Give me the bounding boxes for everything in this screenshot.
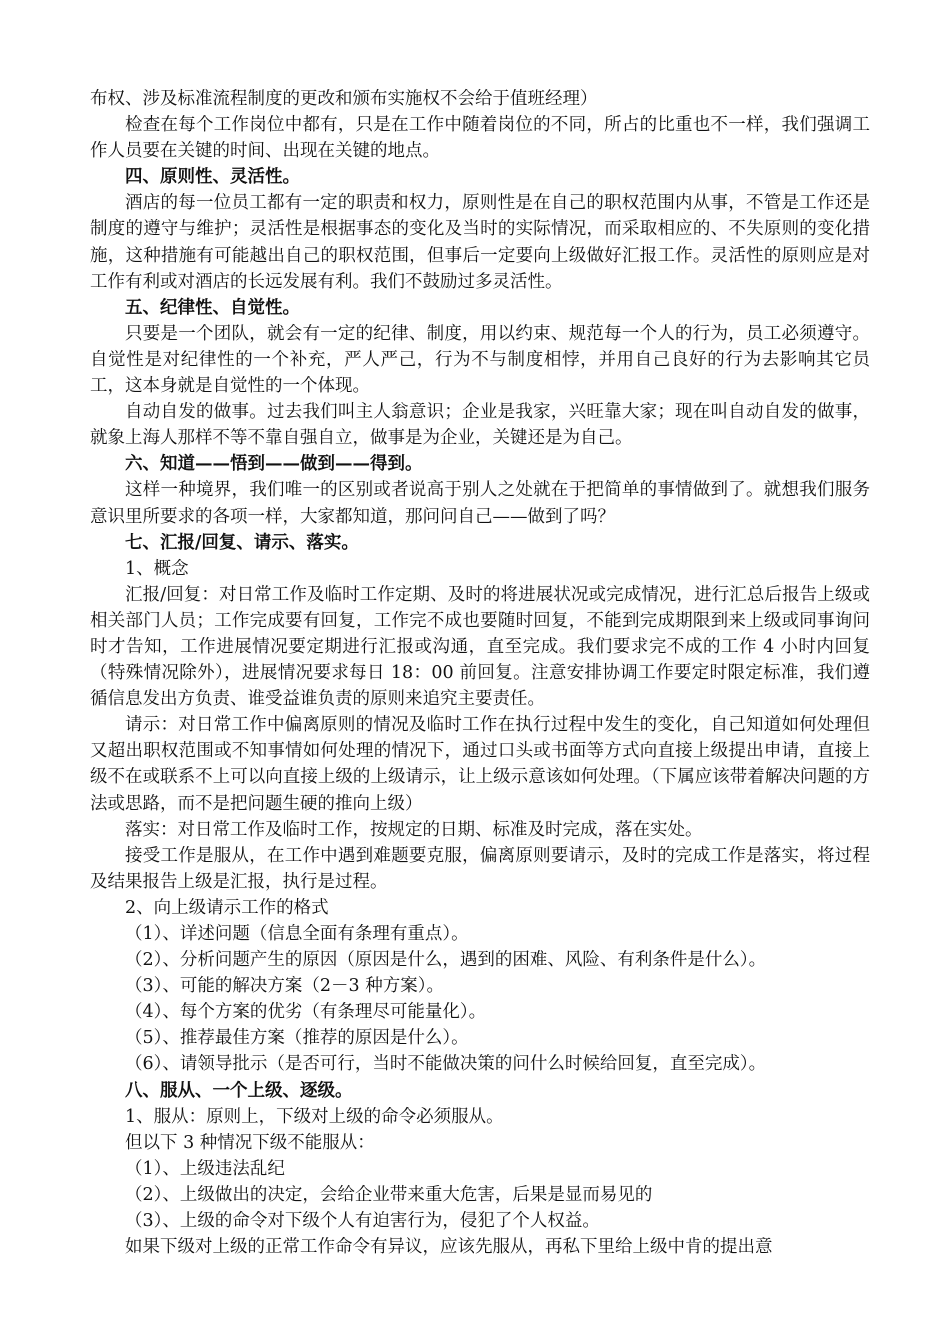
document-body: [90, 86, 870, 1260]
paragraph-implementation: 落实：对日常工作及临时工作，按规定的日期、标准及时完成，落在实处。: [125, 819, 703, 840]
paragraph-inspection: 检查在每个工作岗位中都有，只是在工作中随着岗位的不同，所占的比重也不一样，我们强调工作人员要在关键的时间、出现在关键的地点。: [90, 115, 870, 162]
list-item: （1）、详述问题（信息全面有条理有重点）。: [125, 924, 469, 944]
paragraph-request: 请示：对日常工作中偏离原则的情况及临时工作在执行过程中发生的变化，自己知道如何处理但又超出职权范围或不知事情如何处理的情况下，通过口头或书面等方式向直接上级提出申请，直接上级不在或联系不上可以向直接上级的上级请示，让上级示意该如何处理。（下属应该带着解决问题的方法或思路，而不是把问题生硬的推向上级）: [90, 715, 870, 814]
list-item: （5）、推荐最佳方案（推荐的原因是什么）。: [125, 1028, 469, 1049]
paragraph-accept-work: 接受工作是服从，在工作中遇到难题要克服，偏离原则要请示，及时的完成工作是落实，将过程及结果报告上级是汇报，执行是过程。: [90, 845, 870, 892]
list-item: （2）、上级做出的决定，会给企业带来重大危害，后果是显而易见的: [125, 1184, 653, 1205]
paragraph-report-reply: 汇报/回复：对日常工作及临时工作定期、及时的将进展状况或完成情况，进行汇总后报告上级或相关部门人员；工作完成要有回复，工作完不成也要随时回复，不能到完成期限到来上级或同事询问时才告知，工作进展情况要定期进行汇报或沟通，直至完成。我们要求完不成的工作 4 小时内回复（特殊情况除外），进展情况要求每日 18：00 前回复。注意安排协调工作要定时限定标准，我们遵循信息发出方负责、谁受益谁负责的原则来追究主要责任。: [90, 584, 870, 710]
paragraph-obedience: 1、服从：原则上，下级对上级的命令必须服从。: [125, 1106, 504, 1127]
list-item: （3）、可能的解决方案（2－3 种方案）。: [125, 976, 444, 997]
list-item: （4）、每个方案的优劣（有条理尽可能量化）。: [125, 1002, 487, 1023]
section-heading-8: 八、服从、一个上级、逐级。: [125, 1080, 353, 1101]
subheading-request-format: 2、向上级请示工作的格式: [125, 897, 329, 918]
subheading-concept: 1、概念: [125, 558, 189, 579]
paragraph-self-motivation: 自动自发的做事。过去我们叫主人翁意识；企业是我家，兴旺靠大家；现在叫自动自发的做事，就象上海人那样不等不靠自强自立，做事是为企业，关键还是为自己。: [90, 402, 870, 449]
paragraph-exceptions-intro: 但以下 3 种情况下级不能服从：: [125, 1132, 375, 1153]
paragraph-objection: 如果下级对上级的正常工作命令有异议，应该先服从，再私下里给上级中肯的提出意: [125, 1237, 773, 1258]
list-item: （3）、上级的命令对下级个人有迫害行为，侵犯了个人权益。: [125, 1211, 600, 1232]
section-heading-7: 七、汇报/回复、请示、落实。: [125, 532, 359, 553]
section-heading-4: 四、原则性、灵活性。: [125, 167, 300, 188]
list-item: （2）、分析问题产生的原因（原因是什么，遇到的困难、风险、有利条件是什么）。: [125, 950, 767, 971]
paragraph-principle-flexibility: 酒店的每一位员工都有一定的职责和权力，原则性是在自己的职权范围内从事，不管是工作还是制度的遵守与维护；灵活性是根据事态的变化及当时的实际情况，而采取相应的、不失原则的变化措施，这种措施有可能越出自己的职权范围，但事后一定要向上级做好汇报工作。灵活性的原则应是对工作有利或对酒店的长远发展有利。我们不鼓励过多灵活性。: [90, 193, 870, 292]
section-heading-6: 六、知道——悟到——做到——得到。: [125, 454, 423, 475]
paragraph-discipline: 只要是一个团队，就会有一定的纪律、制度，用以约束、规范每一个人的行为，员工必须遵守。自觉性是对纪律性的一个补充，严人严己，行为不与制度相悖，并用自己良好的行为去影响其它员工，这本身就是自觉性的一个体现。: [90, 323, 870, 397]
list-item: （1）、上级违法乱纪: [125, 1158, 285, 1179]
paragraph-realm: 这样一种境界，我们唯一的区别或者说高于别人之处就在于把简单的事情做到了。就想我们服务意识里所要求的各项一样，大家都知道，那问问自己——做到了吗？: [90, 480, 870, 527]
list-item: （6）、请领导批示（是否可行，当时不能做决策的问什么时候给回复，直至完成）。: [125, 1054, 767, 1075]
section-heading-5: 五、纪律性、自觉性。: [125, 297, 300, 318]
paragraph-continuation: 布权、涉及标准流程制度的更改和颁布实施权不会给于值班经理）: [90, 89, 598, 109]
